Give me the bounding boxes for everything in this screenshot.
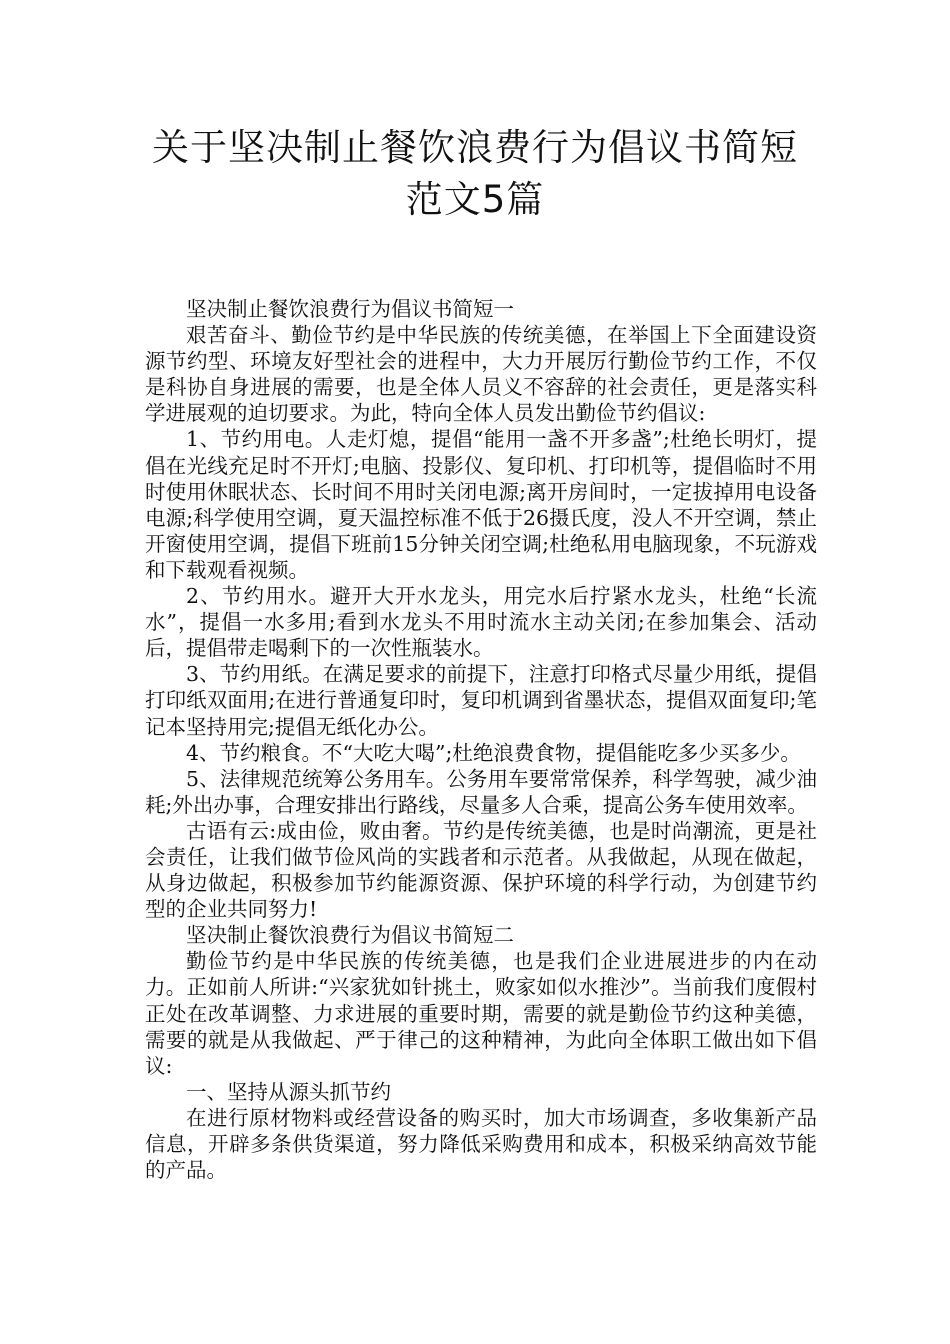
body-paragraph: 1、节约用电。人走灯熄，提倡“能用一盏不开多盏”;杜绝长明灯，提倡在光线充足时不开灯;电脑、投影仪、复印机、打印机等，提倡临时不用时使用休眠状态、长时间不用时关闭电源;离开房间时，一定拔掉用电设备电源;科学使用空调，夏天温控标准不低于26摄氏度，没人不开空调，禁止开窗使用空调，提倡下班前15分钟关闭空调;杜绝私用电脑现象，不玩游戏和下载观看视频。 [145, 427, 817, 582]
section-heading-1: 坚决制止餐饮浪费行为倡议书简短一 [186, 297, 514, 321]
title-line-1: 关于坚决制止餐饮浪费行为倡议书简短 [152, 126, 798, 169]
body-paragraph: 在进行原材物料或经营设备的购买时，加大市场调查，多收集新产品信息，开辟多条供货渠道，努力降低采购费用和成本，积极采纳高效节能的产品。 [145, 1105, 817, 1183]
body-paragraph: 3、节约用纸。在满足要求的前提下，注意打印格式尽量少用纸，提倡打印纸双面用;在进行普通复印时，复印机调到省墨状态，提倡双面复印;笔记本坚持用完;提倡无纸化办公。 [145, 662, 817, 739]
subsection-heading: 一、坚持从源头抓节约 [186, 1079, 391, 1104]
title-line-2: 范文5篇 [405, 178, 545, 221]
body-paragraph: 2、节约用水。避开大开水龙头，用完水后拧紧水龙头，杜绝“长流水”，提倡一水多用;看到水龙头不用时流水主动关闭;在参加集会、活动后，提倡带走喝剩下的一次性瓶装水。 [145, 584, 817, 661]
document-body [145, 296, 817, 1183]
body-paragraph: 5、法律规范统筹公务用车。公务用车要常常保养，科学驾驶，减少油耗;外出办事，合理安排出行路线，尽量多人合乘，提高公务车使用效率。 [145, 766, 817, 817]
body-paragraph: 勤俭节约是中华民族的传统美德，也是我们企业进展进步的内在动力。正如前人所讲:“兴家犹如针挑土，败家如似水推沙”。当前我们度假村正处在改革调整、力求进展的重要时期，需要的就是勤俭节约这种美德，需要的就是从我做起、严于律己的这种精神，为此向全体职工做出如下倡议: [145, 949, 817, 1078]
section-heading-2: 坚决制止餐饮浪费行为倡议书简短二 [186, 923, 514, 948]
body-paragraph: 艰苦奋斗、勤俭节约是中华民族的传统美德，在举国上下全面建设资源节约型、环境友好型社会的进程中，大力开展厉行勤俭节约工作，不仅是科协自身进展的需要，也是全体人员义不容辞的社会责任，更是落实科学进展观的迫切要求。为此，特向全体人员发出勤俭节约倡议: [145, 323, 817, 426]
body-paragraph: 古语有云:成由俭，败由奢。节约是传统美德，也是时尚潮流，更是社会责任，让我们做节俭风尚的实践者和示范者。从我做起，从现在做起，从身边做起，积极参加节约能源资源、保护环境的科学行动，为创建节约型的企业共同努力! [145, 818, 817, 922]
body-paragraph: 4、节约粮食。不“大吃大喝”;杜绝浪费食物，提倡能吃多少买多少。 [186, 740, 801, 765]
document-title [100, 122, 850, 226]
